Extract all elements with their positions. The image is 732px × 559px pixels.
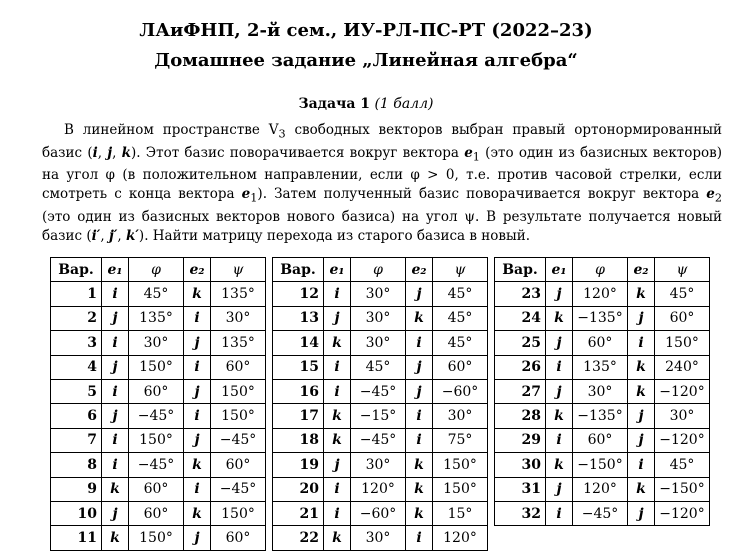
psi-cell: 45° <box>655 453 710 477</box>
phi-cell: 30° <box>351 306 406 330</box>
header-e2: e₂ <box>184 258 211 282</box>
table-row <box>273 526 488 550</box>
header-e1: e₁ <box>546 258 573 282</box>
e2-cell: j <box>628 306 655 330</box>
table-row <box>51 501 266 525</box>
psi-cell: −60° <box>433 379 488 403</box>
e2-cell: i <box>184 404 211 428</box>
e1-cell: i <box>102 282 129 306</box>
e2-cell: i <box>184 477 211 501</box>
vector-k-prime: k′ <box>126 228 139 245</box>
psi-cell: 150° <box>211 404 266 428</box>
e1-cell: i <box>102 379 129 403</box>
e2-cell: j <box>406 282 433 306</box>
phi-cell: −60° <box>351 501 406 525</box>
e2-cell: i <box>184 355 211 379</box>
psi-cell: 60° <box>433 355 488 379</box>
document-title: ЛАиФНП, 2-й сем., ИУ-РЛ-ПС-РТ (2022–23) <box>139 20 593 41</box>
subscript: 3 <box>278 127 286 141</box>
table-row <box>495 477 710 501</box>
psi-cell: −150° <box>655 477 710 501</box>
table-row <box>51 526 266 550</box>
psi-cell: 120° <box>433 526 488 550</box>
variant-number: 16 <box>273 379 324 403</box>
e2-cell: i <box>406 404 433 428</box>
e2-cell: k <box>406 306 433 330</box>
e1-cell: j <box>546 282 573 306</box>
header-e2: e₂ <box>406 258 433 282</box>
e2-cell: k <box>628 282 655 306</box>
table-header-row <box>51 258 266 282</box>
variant-number: 19 <box>273 453 324 477</box>
variant-number: 9 <box>51 477 102 501</box>
table-row <box>495 404 710 428</box>
e1-cell: k <box>546 404 573 428</box>
psi-cell: −120° <box>655 501 710 525</box>
header-var: Вар. <box>273 258 324 282</box>
variant-number: 8 <box>51 453 102 477</box>
variant-number: 3 <box>51 331 102 355</box>
e2-cell: j <box>406 355 433 379</box>
text-fragment: (это один из базисных векторов) на угол φ (в положительном направлении, если φ > 0, т.е. против часовой стрелки, если смотреть с конца вектора <box>42 144 722 203</box>
variant-number: 28 <box>495 404 546 428</box>
phi-cell: 30° <box>351 282 406 306</box>
psi-cell: 240° <box>655 355 710 379</box>
header-var: Вар. <box>51 258 102 282</box>
e2-cell: k <box>184 282 211 306</box>
phi-cell: −45° <box>351 428 406 452</box>
psi-cell: 45° <box>433 306 488 330</box>
table-header-row <box>495 258 710 282</box>
variant-number: 26 <box>495 355 546 379</box>
phi-cell: −135° <box>573 306 628 330</box>
text-fragment: В линейном пространстве V <box>64 122 279 138</box>
variant-number: 13 <box>273 306 324 330</box>
variant-number: 1 <box>51 282 102 306</box>
e1-cell: i <box>546 355 573 379</box>
phi-cell: 120° <box>351 477 406 501</box>
e2-cell: k <box>628 477 655 501</box>
table-row <box>273 282 488 306</box>
e1-cell: i <box>102 331 129 355</box>
table-row <box>495 428 710 452</box>
text-fragment: (это один из базисных векторов нового базиса) на угол ψ. В результате получается новый базис ( <box>42 209 722 245</box>
task-label: Задача 1 <box>298 96 371 112</box>
psi-cell: 60° <box>655 306 710 330</box>
psi-cell: −45° <box>211 428 266 452</box>
table-row <box>273 428 488 452</box>
e2-cell: j <box>184 379 211 403</box>
table-row <box>273 306 488 330</box>
e2-cell: j <box>184 331 211 355</box>
e2-cell: i <box>406 428 433 452</box>
phi-cell: 60° <box>573 428 628 452</box>
header-phi: φ <box>129 258 184 282</box>
e2-cell: k <box>406 453 433 477</box>
e2-cell: i <box>628 331 655 355</box>
psi-cell: 150° <box>655 331 710 355</box>
phi-cell: 60° <box>573 331 628 355</box>
e1-cell: i <box>324 477 351 501</box>
task-heading <box>0 95 732 113</box>
text-fragment: , <box>117 228 126 245</box>
psi-cell: 60° <box>211 526 266 550</box>
e1-cell: j <box>102 404 129 428</box>
variants-table-1 <box>50 257 266 551</box>
e1-cell: k <box>324 404 351 428</box>
text-fragment: , <box>97 144 108 161</box>
variant-number: 10 <box>51 501 102 525</box>
e1-cell: j <box>102 355 129 379</box>
variants-table-2 <box>272 257 488 551</box>
table-row <box>495 355 710 379</box>
phi-cell: −15° <box>351 404 406 428</box>
e1-cell: j <box>102 306 129 330</box>
e1-cell: i <box>546 428 573 452</box>
subscript: 1 <box>472 150 480 164</box>
variant-number: 14 <box>273 331 324 355</box>
phi-cell: 150° <box>129 428 184 452</box>
table-row <box>51 404 266 428</box>
e2-cell: i <box>406 526 433 550</box>
table-row <box>273 331 488 355</box>
psi-cell: 60° <box>211 453 266 477</box>
e1-cell: i <box>102 428 129 452</box>
table-row <box>495 331 710 355</box>
e2-cell: i <box>628 453 655 477</box>
table-row <box>495 453 710 477</box>
variant-number: 12 <box>273 282 324 306</box>
e1-cell: k <box>324 526 351 550</box>
table-row <box>51 379 266 403</box>
header-e2: e₂ <box>628 258 655 282</box>
table-row <box>495 501 710 525</box>
variant-number: 11 <box>51 526 102 550</box>
e1-cell: i <box>546 501 573 525</box>
table-row <box>495 379 710 403</box>
phi-cell: 30° <box>351 453 406 477</box>
e2-cell: j <box>406 379 433 403</box>
psi-cell: 45° <box>433 282 488 306</box>
text-fragment: , <box>112 144 122 161</box>
vector-i: i <box>92 144 98 161</box>
phi-cell: 150° <box>129 355 184 379</box>
psi-cell: 135° <box>211 282 266 306</box>
table-header-row <box>273 258 488 282</box>
psi-cell: 150° <box>433 453 488 477</box>
variant-number: 25 <box>495 331 546 355</box>
table-row <box>273 477 488 501</box>
variant-number: 4 <box>51 355 102 379</box>
table-row <box>495 306 710 330</box>
psi-cell: −120° <box>655 379 710 403</box>
e2-cell: k <box>406 477 433 501</box>
vector-e: e <box>241 186 251 203</box>
vector-j: j <box>107 144 113 161</box>
e2-cell: k <box>628 379 655 403</box>
e1-cell: i <box>324 501 351 525</box>
e2-cell: k <box>184 501 211 525</box>
table-row <box>273 355 488 379</box>
text-fragment: , <box>100 228 109 245</box>
e1-cell: j <box>546 477 573 501</box>
text-fragment: ). Этот базис поворачивается вокруг вектора <box>131 144 465 161</box>
psi-cell: 150° <box>433 477 488 501</box>
phi-cell: 60° <box>129 379 184 403</box>
psi-cell: 150° <box>211 379 266 403</box>
psi-cell: 135° <box>211 331 266 355</box>
e1-cell: i <box>324 379 351 403</box>
phi-cell: −45° <box>351 379 406 403</box>
phi-cell: 30° <box>129 331 184 355</box>
vector-e: e <box>464 144 473 161</box>
variant-number: 5 <box>51 379 102 403</box>
vector-j-prime: j′ <box>108 228 118 245</box>
phi-cell: −150° <box>573 453 628 477</box>
header-psi: ψ <box>211 258 266 282</box>
e2-cell: k <box>406 501 433 525</box>
variant-number: 22 <box>273 526 324 550</box>
e1-cell: j <box>546 331 573 355</box>
header-phi: φ <box>351 258 406 282</box>
header-psi: ψ <box>433 258 488 282</box>
text-fragment: ). Затем полученный базис поворачивается вокруг вектора <box>257 186 707 203</box>
table-row <box>51 306 266 330</box>
psi-cell: 30° <box>655 404 710 428</box>
task-statement <box>42 121 722 246</box>
e2-cell: i <box>406 331 433 355</box>
text-fragment: свободных векторов выбран правый ортонормированный базис ( <box>42 122 722 161</box>
variant-number: 20 <box>273 477 324 501</box>
phi-cell: 60° <box>129 501 184 525</box>
variant-number: 29 <box>495 428 546 452</box>
phi-cell: 120° <box>573 477 628 501</box>
phi-cell: −135° <box>573 404 628 428</box>
e1-cell: i <box>102 453 129 477</box>
variant-number: 6 <box>51 404 102 428</box>
e2-cell: j <box>628 404 655 428</box>
header-e1: e₁ <box>102 258 129 282</box>
e1-cell: j <box>546 379 573 403</box>
psi-cell: −45° <box>211 477 266 501</box>
task-points: (1 балл) <box>374 96 434 112</box>
header-psi: ψ <box>655 258 710 282</box>
psi-cell: 15° <box>433 501 488 525</box>
phi-cell: 150° <box>129 526 184 550</box>
e2-cell: i <box>184 306 211 330</box>
e2-cell: j <box>184 428 211 452</box>
table-row <box>273 453 488 477</box>
header-var: Вар. <box>495 258 546 282</box>
e1-cell: i <box>324 282 351 306</box>
phi-cell: 135° <box>129 306 184 330</box>
table-row <box>273 379 488 403</box>
e1-cell: i <box>324 355 351 379</box>
variant-number: 23 <box>495 282 546 306</box>
e2-cell: j <box>628 501 655 525</box>
variant-number: 30 <box>495 453 546 477</box>
psi-cell: −120° <box>655 428 710 452</box>
phi-cell: 60° <box>129 477 184 501</box>
vector-e: e <box>706 186 715 203</box>
e1-cell: k <box>324 331 351 355</box>
e1-cell: j <box>324 453 351 477</box>
document-subtitle: Домашнее задание „Линейная алгебра“ <box>154 50 578 71</box>
psi-cell: 45° <box>655 282 710 306</box>
variant-number: 31 <box>495 477 546 501</box>
variant-number: 27 <box>495 379 546 403</box>
variant-number: 32 <box>495 501 546 525</box>
phi-cell: 135° <box>573 355 628 379</box>
psi-cell: 30° <box>211 306 266 330</box>
psi-cell: 45° <box>433 331 488 355</box>
header-e1: e₁ <box>324 258 351 282</box>
header-phi: φ <box>573 258 628 282</box>
e1-cell: k <box>102 477 129 501</box>
variant-number: 18 <box>273 428 324 452</box>
table-row <box>51 331 266 355</box>
table-row <box>495 282 710 306</box>
phi-cell: −45° <box>129 453 184 477</box>
text-fragment: ). Найти матрицу перехода из старого базиса в новый. <box>138 228 531 245</box>
vector-i-prime: i′ <box>91 228 101 245</box>
phi-cell: 45° <box>351 355 406 379</box>
table-row <box>51 477 266 501</box>
table-row <box>51 355 266 379</box>
variant-number: 2 <box>51 306 102 330</box>
vector-k: k <box>121 144 132 161</box>
variant-number: 24 <box>495 306 546 330</box>
e1-cell: j <box>324 306 351 330</box>
phi-cell: −45° <box>129 404 184 428</box>
psi-cell: 30° <box>433 404 488 428</box>
variants-table-3 <box>494 257 710 526</box>
phi-cell: 45° <box>129 282 184 306</box>
table-row <box>51 282 266 306</box>
variant-number: 15 <box>273 355 324 379</box>
variant-number: 21 <box>273 501 324 525</box>
phi-cell: 120° <box>573 282 628 306</box>
phi-cell: −45° <box>573 501 628 525</box>
phi-cell: 30° <box>351 526 406 550</box>
e1-cell: k <box>546 306 573 330</box>
e1-cell: k <box>324 428 351 452</box>
e2-cell: j <box>184 526 211 550</box>
variant-number: 17 <box>273 404 324 428</box>
psi-cell: 75° <box>433 428 488 452</box>
phi-cell: 30° <box>351 331 406 355</box>
variant-number: 7 <box>51 428 102 452</box>
e2-cell: k <box>184 453 211 477</box>
table-row <box>51 428 266 452</box>
phi-cell: 30° <box>573 379 628 403</box>
psi-cell: 60° <box>211 355 266 379</box>
subscript: 1 <box>250 192 258 206</box>
table-row <box>273 501 488 525</box>
psi-cell: 150° <box>211 501 266 525</box>
e1-cell: k <box>546 453 573 477</box>
e1-cell: k <box>102 526 129 550</box>
e1-cell: j <box>102 501 129 525</box>
table-row <box>273 404 488 428</box>
table-row <box>51 453 266 477</box>
e2-cell: k <box>628 355 655 379</box>
e2-cell: j <box>628 428 655 452</box>
subscript: 2 <box>714 192 722 206</box>
